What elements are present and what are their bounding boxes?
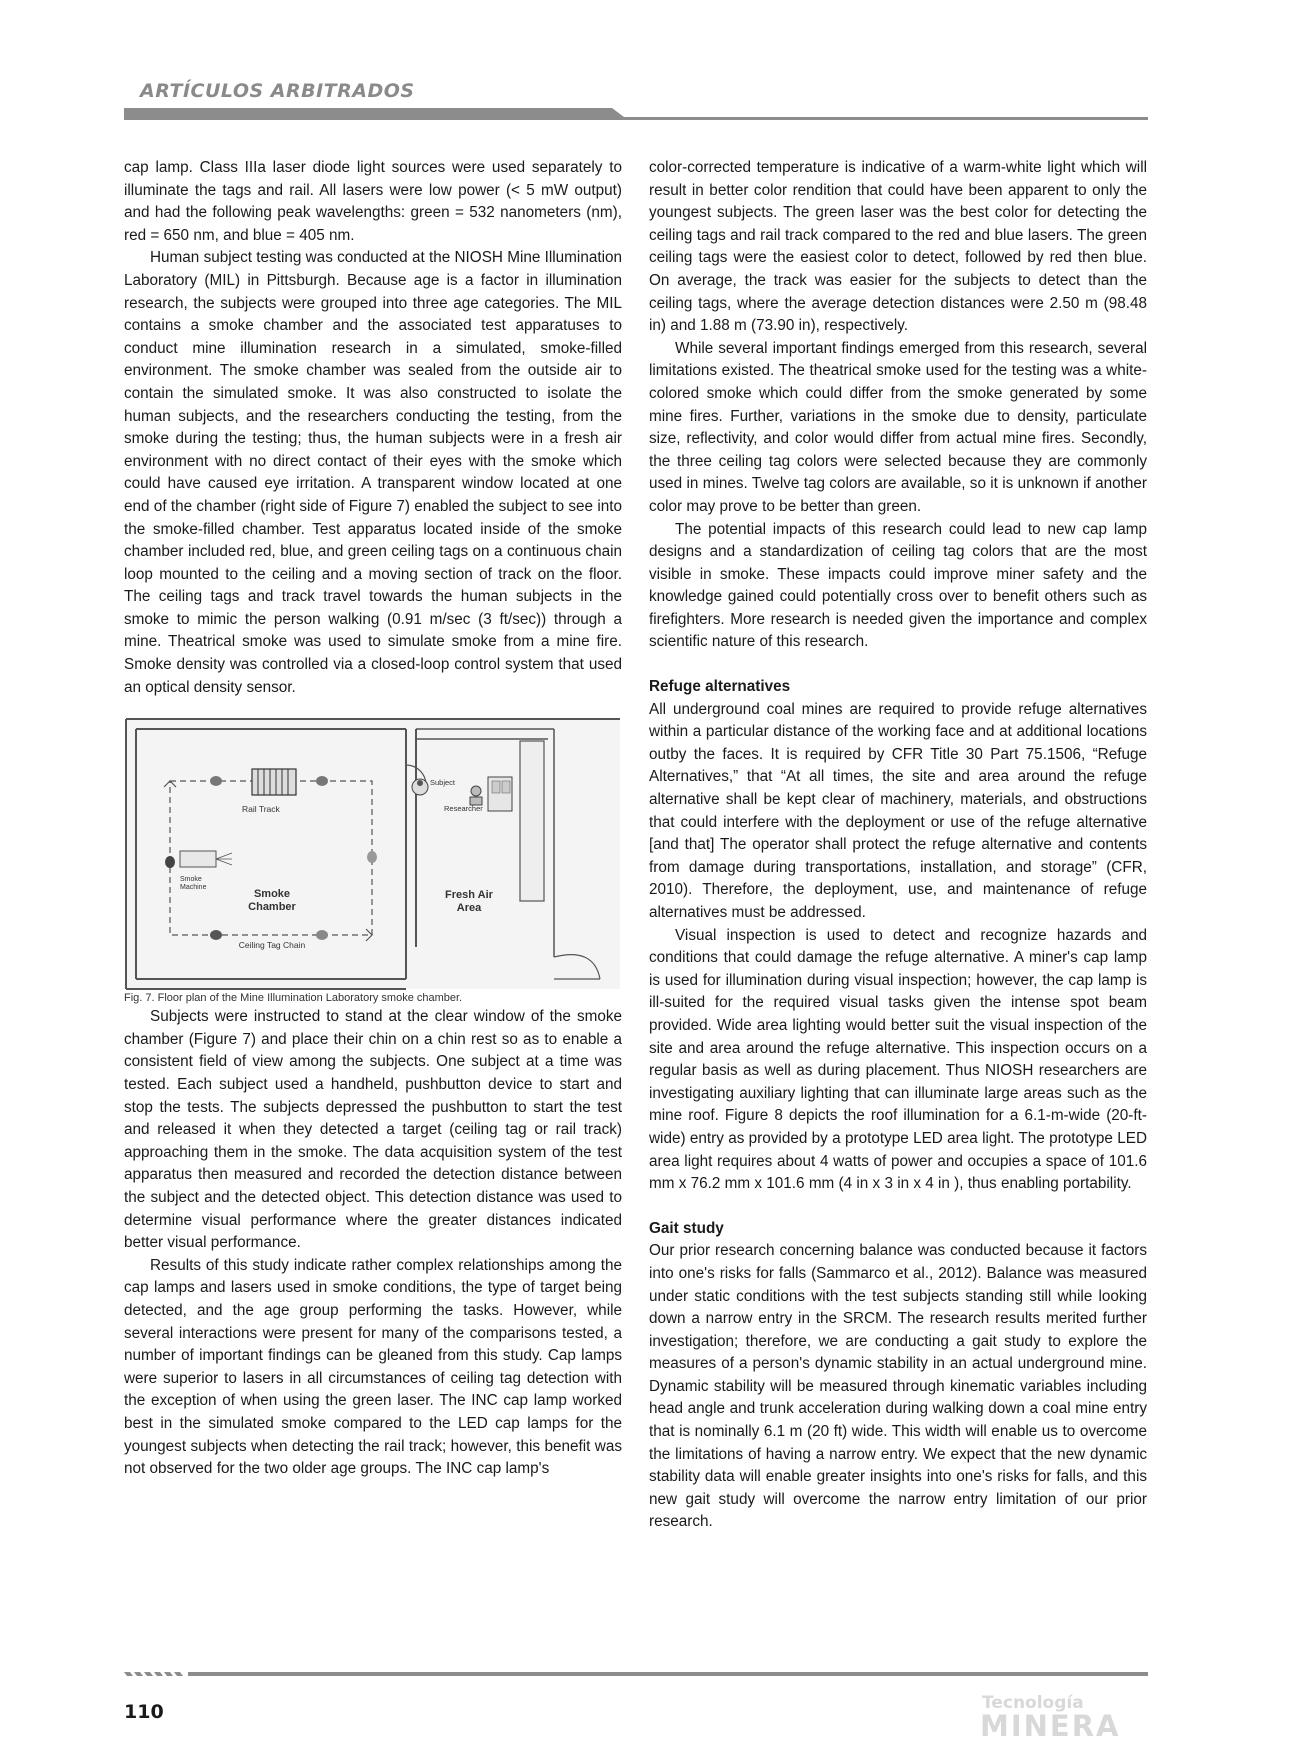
rail-track-label: Rail Track: [242, 804, 280, 815]
left-paragraph-4: Results of this study indicate rather complex relationships among the cap lamps and lasers used in smoke conditions, the type of target being detected, and the age group performing the tasks. However, while several interactions were present for many of the comparisons tested, a number of important findings can be gleaned from this study. Cap lamps were superior to lasers in all circumstances of ceiling tag detection with the exception of when using the green laser. The INC cap lamp worked best in the simulated smoke compared to the LED cap lamps for the youngest subjects when detecting the rail track; however, this benefit was not observed for the two older age groups. The INC cap lamp's: [124, 1256, 622, 1478]
left-paragraph-1: cap lamp. Class IIIa laser diode light sources were used separately to illuminate the tags and rail. All lasers were low power (< 5 mW output) and had the following peak wavelengths: green = 532 nanometers (nm), red = 650 nm, and blue = 405 nm.: [124, 159, 622, 244]
smoke-chamber-label-2: Chamber: [248, 901, 296, 914]
right-paragraph-3: The potential impacts of this research could lead to new cap lamp designs and a standardization of ceiling tag colors that are the most visible in smoke. These impacts could improve miner safety and the knowledge gained could potentially cross over to benefit others such as firefighters. More research is needed given the importance and complex scientific nature of this research.: [649, 520, 1147, 651]
smoke-machine-label-2: Machine: [180, 884, 207, 892]
heading-gait-study: Gait study: [649, 1219, 724, 1237]
ceiling-tag-chain-label: Ceiling Tag Chain: [238, 940, 306, 951]
right-paragraph-6: Our prior research concerning balance was conducted because it factors into one's risks for falls (Sammarco et al., 2012). Balance was measured under static conditions with the test subjects standing still while looking down a narrow entry in the SRCM. The research results merited further investigation; therefore, we are conducting a gait study to explore the measures of a person's dynamic stability in an actual underground mine. Dynamic stability will be measured through kinematic variables including head angle and trunk acceleration during walking down a coal mine entry that is nominally 6.1 m (20 ft) wide. This width will enable us to overcome the limitations of having a narrow entry. We expect that the new dynamic stability data will enable greater insights into one's risks for falls, and this new gait study will overcome the narrow entry limitation of our prior research.: [649, 1242, 1147, 1531]
left-paragraph-3: Subjects were instructed to stand at the clear window of the smoke chamber (Figure 7) and place their chin on a chin rest so as to enable a consistent field of view among the subjects. One subject at a time was tested. Each subject used a handheld, pushbutton device to start and stop the tests. The subjects depressed the pushbutton to start the test and released it when they detected a target (ceiling tag or rail track) approaching them in the smoke. The data acquisition system of the test apparatus then measured and recorded the detection distance between the subject and the detected object. This detection distance was used to determine visual performance where the greater distances indicated better visual performance.: [124, 1008, 622, 1252]
researcher-label: Researcher: [444, 804, 483, 814]
logo-line-2: MINERA: [980, 1709, 1121, 1740]
smoke-chamber-label-1: Smoke: [253, 888, 291, 901]
right-column: [649, 157, 1147, 1534]
fresh-air-label-1: Fresh Air: [445, 889, 493, 902]
figure-7: [124, 717, 622, 1006]
subject-label: Subject: [430, 778, 456, 788]
right-paragraph-4: All underground coal mines are required to provide refuge alternatives within a particular distance of the working face and at additional locations outby the faces. It is required by CFR Title 30 Part 75.1506, “Refuge Alternatives,” that “At all times, the site and area around the refuge alternative shall be kept clear of machinery, materials, and obstructions that could interfere with the deployment or use of the refuge alternative [and that] The operator shall protect the refuge alternative and contents from damage during transportations, installation, and storage” (CFR, 2010). Therefore, the deployment, use, and maintenance of refuge alternatives must be addressed.: [649, 700, 1147, 921]
footer-band: [124, 1670, 1148, 1678]
heading-refuge-alternatives: Refuge alternatives: [649, 678, 791, 696]
tecnologia-minera-logo: [978, 1690, 1148, 1740]
logo-line-1: Tecnología: [982, 1693, 1084, 1713]
left-paragraph-2: Human subject testing was conducted at the NIOSH Mine Illumination Laboratory (MIL) in Pittsburgh. Because age is a factor in illumination research, the subjects were grouped into three age categories. The MIL contains a smoke chamber and the associated test apparatuses to conduct mine illumination research in a simulated, smoke-filled environment. The smoke chamber was sealed from the outside air to contain the simulated smoke. It was also constructed to isolate the human subjects, and the researchers conducting the testing, from the smoke during the testing; thus, the human subjects were in a fresh air environment with no direct contact of their eyes with the smoke which could have caused eye irritation. A transparent window located at one end of the chamber (right side of Figure 7) enabled the subject to see into the smoke-filled chamber. Test apparatus located inside of the smoke chamber included red, blue, and green ceiling tags on a continuous chain loop mounted to the ceiling and a moving section of track on the floor. The ceiling tags and track travel towards the human subjects in the smoke to mimic the person walking (0.91 m/sec (3 ft/sec)) through a mine. Theatrical smoke was used to simulate smoke from a mine fire. Smoke density was controlled via a closed-loop control system that used an optical density sensor.: [124, 249, 622, 696]
right-paragraph-1: color-corrected temperature is indicative of a warm-white light which will result in better color rendition that could have been apparent to only the youngest subjects. The green laser was the best color for detecting the ceiling tags and rail track compared to the red and blue lasers. The green ceiling tags were the easiest color to detect, followed by red then blue. On average, the track was easier for the subjects to detect than the ceiling tags, where the average detection distances were 2.50 m (98.48 in) and 1.88 m (73.90 in), respectively.: [649, 159, 1147, 335]
section-title: ARTÍCULOS ARBITRADOS: [140, 80, 415, 102]
smoke-machine-label-1: Smoke: [180, 876, 202, 884]
page-number: 110: [124, 1701, 164, 1723]
right-paragraph-2: While several important findings emerged from this research, several limitations existed. The theatrical smoke used for the testing was a white-colored smoke which could differ from the smoke generated by some mine fires. Further, variations in the smoke due to density, particulate size, reflectivity, and color would differ from actual mine fires. Secondly, the three ceiling tag colors were selected because they are commonly used in mines. Twelve tag colors are available, so it is unknown if another color may prove to be better than green.: [649, 339, 1147, 515]
figure-caption: Fig. 7. Floor plan of the Mine Illumination Laboratory smoke chamber.: [124, 992, 463, 1005]
right-paragraph-5: Visual inspection is used to detect and recognize hazards and conditions that could damage the refuge alternative. A miner's cap lamp is used for illumination during visual inspection; however, the cap lamp is ill-suited for the required visual tasks given the intense spot beam provided. Wide area lighting would better suit the visual inspection of the site and area around the refuge alternative. This inspection occurs on a regular basis as well as during placement. Thus NIOSH researchers are investigating auxiliary lighting that can illuminate large areas such as the mine roof. Figure 8 depicts the roof illumination for a 6.1-m-wide (20-ft-wide) entry as provided by a prototype LED area light. The prototype LED area light requires about 4 watts of power and occupies a space of 101.6 mm x 76.2 mm x 101.6 mm (4 in x 3 in x 4 in ), thus enabling portability.: [649, 926, 1147, 1193]
left-column: [124, 157, 622, 1481]
header-band: [124, 108, 1148, 122]
fresh-air-label-2: Area: [456, 902, 482, 915]
floor-plan-diagram: [124, 717, 622, 991]
